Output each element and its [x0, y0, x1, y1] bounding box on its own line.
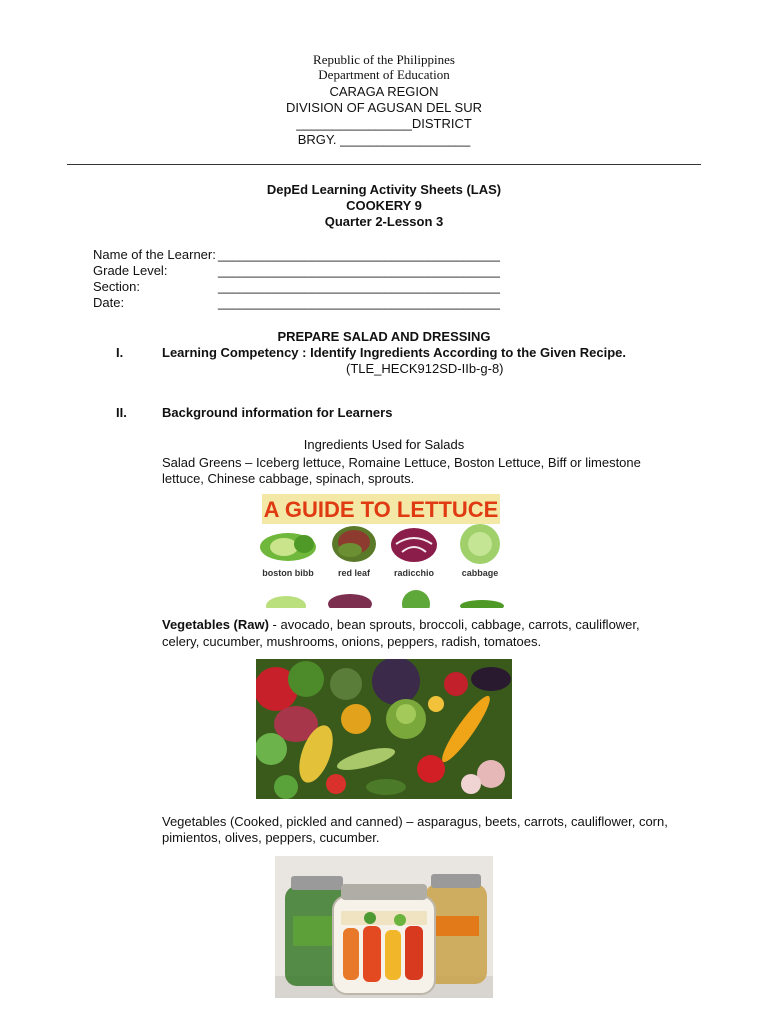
- lettuce-guide-title: A GUIDE TO LETTUCE: [263, 497, 499, 522]
- raw-vegetables-line2: celery, cucumber, mushrooms, onions, peppers, radish, tomatoes.: [162, 634, 542, 649]
- radicchio-image: [391, 528, 437, 562]
- header-deped: Department of Education: [318, 67, 450, 82]
- cooked-vegetables-line1: Vegetables (Cooked, pickled and canned) – asparagus, beets, carrots, cauliflower, corn,: [162, 814, 668, 829]
- salad-greens-line1: Salad Greens – Iceberg lettuce, Romaine Lettuce, Boston Lettuce, Biff or limestone: [162, 455, 641, 470]
- ingredients-subheading: Ingredients Used for Salads: [303, 437, 465, 452]
- section-two-number: II.: [116, 405, 127, 420]
- competency-code: (TLE_HECK912SD-IIb-g-8): [346, 361, 504, 376]
- lettuce-label-boston: boston bibb: [262, 568, 314, 578]
- lettuce-label-redleaf: red leaf: [337, 568, 371, 578]
- field-name-blank[interactable]: _______________________________________: [218, 247, 500, 262]
- raw-vegetables-image: [256, 659, 512, 799]
- header-region: CARAGA REGION: [329, 84, 439, 99]
- lettuce-label-radicchio: radicchio: [393, 568, 435, 578]
- field-section-blank[interactable]: _______________________________________: [218, 279, 500, 294]
- field-section-label: Section:: [93, 279, 140, 294]
- learning-competency: Learning Competency : Identify Ingredients According to the Given Recipe.: [162, 345, 626, 360]
- cooked-vegetables-line2: pimientos, olives, peppers, cucumber.: [162, 830, 380, 845]
- header-district: ________________DISTRICT: [296, 116, 472, 131]
- quarter-lesson: Quarter 2-Lesson 3: [324, 214, 444, 229]
- header-barangay: BRGY. __________________: [297, 132, 471, 147]
- field-grade-blank[interactable]: _______________________________________: [218, 263, 500, 278]
- field-date-blank[interactable]: _______________________________________: [218, 295, 500, 310]
- field-name-label: Name of the Learner:: [93, 247, 216, 262]
- lettuce-guide-image: [256, 492, 506, 608]
- raw-vegetables-list: - avocado, bean sprouts, broccoli, cabbage, carrots, cauliflower,: [268, 617, 640, 632]
- pickled-jars-image: [275, 856, 493, 998]
- salad-greens-line2: lettuce, Chinese cabbage, spinach, sprouts.: [162, 471, 415, 486]
- section-one-number: I.: [116, 345, 124, 360]
- las-title: DepEd Learning Activity Sheets (LAS): [266, 182, 502, 197]
- field-date-label: Date:: [93, 295, 125, 310]
- subject-title: COOKERY 9: [346, 198, 422, 213]
- background-info-heading: Background information for Learners: [162, 405, 393, 420]
- lesson-heading: PREPARE SALAD AND DRESSING: [277, 329, 491, 344]
- raw-vegetables-label: Vegetables (Raw): [162, 617, 269, 632]
- header-division: DIVISION OF AGUSAN DEL SUR: [285, 100, 482, 115]
- header-divider: [67, 164, 701, 165]
- field-grade-label: Grade Level:: [93, 263, 168, 278]
- lettuce-label-cabbage: cabbage: [461, 568, 499, 578]
- raw-vegetables-line1: [162, 617, 640, 633]
- header-republic: Republic of the Philippines: [313, 52, 455, 67]
